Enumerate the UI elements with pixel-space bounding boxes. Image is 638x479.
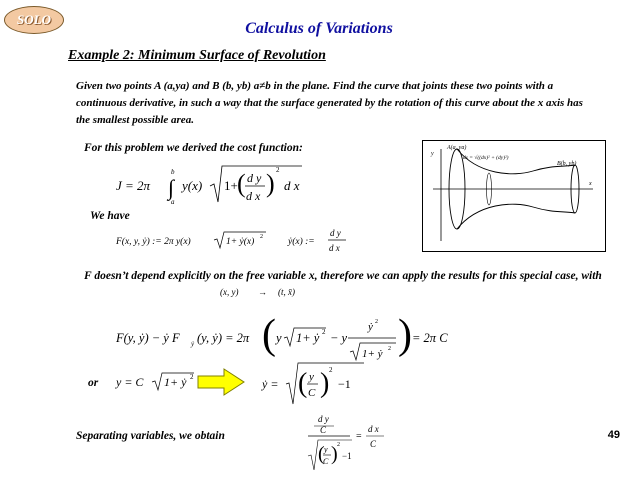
or-label: or bbox=[88, 377, 99, 389]
svg-text:(x, y): (x, y) bbox=[220, 287, 239, 297]
svg-text:= 2π C: = 2π C bbox=[412, 331, 448, 345]
svg-text:C: C bbox=[370, 439, 377, 449]
separated-equation bbox=[306, 412, 406, 474]
ydot-definition-render bbox=[288, 226, 368, 258]
svg-text:ẏ(x) :=: ẏ(x) := bbox=[288, 237, 315, 247]
figure-label-ds: ds = √((dx)² + (dy)²) bbox=[463, 155, 509, 161]
svg-text:C: C bbox=[323, 457, 329, 466]
svg-text:b: b bbox=[171, 168, 175, 176]
svg-text:(y, ẏ) = 2π: (y, ẏ) = 2π bbox=[197, 331, 250, 345]
svg-text:F(y, ẏ) − ẏ F: F(y, ẏ) − ẏ F bbox=[116, 331, 180, 345]
page-number: 49 bbox=[607, 429, 620, 441]
svg-text:d x: d x bbox=[246, 189, 261, 203]
svg-text:1+ ẏ: 1+ ẏ bbox=[362, 348, 383, 360]
cost-equation bbox=[116, 160, 306, 210]
svg-text:∫: ∫ bbox=[168, 175, 175, 200]
variable-map bbox=[220, 285, 330, 301]
svg-text:): ) bbox=[398, 312, 412, 358]
svg-text:2: 2 bbox=[190, 373, 194, 381]
solved-derivative-render bbox=[262, 360, 372, 410]
svg-text:1+ ẏ: 1+ ẏ bbox=[164, 375, 187, 389]
solved-derivative bbox=[262, 360, 372, 410]
svg-text:1+ ẏ: 1+ ẏ bbox=[296, 331, 320, 345]
surface-figure-render bbox=[423, 141, 605, 251]
svg-text:(: ( bbox=[298, 368, 308, 399]
svg-text:2: 2 bbox=[337, 442, 340, 448]
surface-figure bbox=[422, 140, 606, 252]
svg-text:d y: d y bbox=[247, 171, 262, 185]
svg-text:y = C: y = C bbox=[116, 375, 144, 389]
svg-text:2: 2 bbox=[375, 319, 378, 325]
F-definition-render bbox=[116, 228, 276, 252]
figure-label-A: A(a, ya) bbox=[447, 145, 467, 151]
svg-text:2: 2 bbox=[329, 366, 333, 374]
svg-text:−1: −1 bbox=[338, 377, 351, 391]
svg-text:ẏ: ẏ bbox=[191, 340, 195, 348]
svg-text:d y: d y bbox=[318, 414, 329, 424]
svg-text:2: 2 bbox=[388, 346, 391, 352]
svg-text:2: 2 bbox=[276, 166, 280, 174]
svg-text:J = 2π: J = 2π bbox=[116, 178, 151, 193]
separated-equation-render bbox=[306, 412, 406, 474]
lower-curve bbox=[457, 204, 575, 229]
solo-badge: SOLO bbox=[4, 6, 64, 34]
svg-text:y: y bbox=[276, 331, 282, 345]
svg-text:(t, x̄): (t, x̄) bbox=[278, 287, 295, 297]
svg-text:a: a bbox=[171, 198, 175, 206]
svg-text:− y: − y bbox=[330, 331, 348, 345]
variable-map-render bbox=[220, 285, 330, 299]
figure-axis-y: y bbox=[431, 151, 434, 157]
svg-text:1+: 1+ bbox=[224, 178, 238, 193]
svg-text:(: ( bbox=[237, 169, 246, 198]
separating-text: Separating variables, we obtain bbox=[76, 430, 225, 442]
svg-text:2: 2 bbox=[322, 328, 326, 336]
svg-text:y(x): y(x) bbox=[182, 178, 203, 193]
first-integral-render bbox=[116, 368, 206, 396]
figure-axis-x: x bbox=[589, 181, 592, 187]
svg-text:y: y bbox=[324, 445, 328, 454]
svg-text:ẏ =: ẏ = bbox=[262, 377, 279, 391]
implies-arrow-icon bbox=[196, 368, 246, 396]
F-definition bbox=[116, 228, 276, 252]
svg-text:2: 2 bbox=[260, 234, 263, 240]
svg-text:d y: d y bbox=[330, 228, 341, 238]
svg-text:F(x, y, ẏ) := 2π y(x): F(x, y, ẏ) := 2π y(x) bbox=[116, 237, 191, 247]
svg-text:→: → bbox=[258, 287, 267, 297]
svg-text:d x: d x bbox=[329, 243, 340, 253]
svg-text:(: ( bbox=[262, 312, 276, 358]
figure-label-B: B(b, yb) bbox=[557, 161, 577, 167]
svg-text:1+ ẏ(x): 1+ ẏ(x) bbox=[226, 237, 255, 247]
svg-text:): ) bbox=[331, 443, 338, 465]
svg-text:): ) bbox=[266, 169, 275, 198]
first-integral bbox=[116, 368, 206, 396]
svg-text:y: y bbox=[309, 371, 314, 383]
svg-text:d x: d x bbox=[284, 178, 300, 193]
slide-subtitle: Example 2: Minimum Surface of Revolution bbox=[68, 48, 326, 63]
cost-intro: For this problem we derived the cost function: bbox=[84, 142, 303, 154]
svg-text:C: C bbox=[308, 387, 316, 399]
svg-text:ẏ: ẏ bbox=[368, 321, 373, 333]
svg-text:=: = bbox=[356, 431, 362, 442]
implies-arrow bbox=[196, 368, 246, 401]
independence-text: F doesn’t depend explicitly on the free variable x, therefore we can apply the results for this special case, with bbox=[84, 270, 602, 282]
problem-statement: Given two points A (a,ya) and B (b, yb) a≠b in the plane. Find the curve that joints these two points with a continuous derivative, in such a way that the surface generated by the rotation of this curve about the x axis has the smallest possible area. bbox=[76, 80, 583, 126]
slide-title: Calculus of Variations bbox=[245, 20, 393, 37]
svg-text:(: ( bbox=[318, 443, 325, 465]
svg-text:): ) bbox=[320, 368, 330, 399]
we-have-label: We have bbox=[90, 210, 130, 222]
ydot-definition bbox=[288, 226, 368, 258]
svg-text:−1: −1 bbox=[342, 451, 352, 461]
svg-text:C: C bbox=[320, 425, 327, 435]
cost-equation-render bbox=[116, 160, 306, 210]
svg-text:d x: d x bbox=[368, 424, 379, 434]
